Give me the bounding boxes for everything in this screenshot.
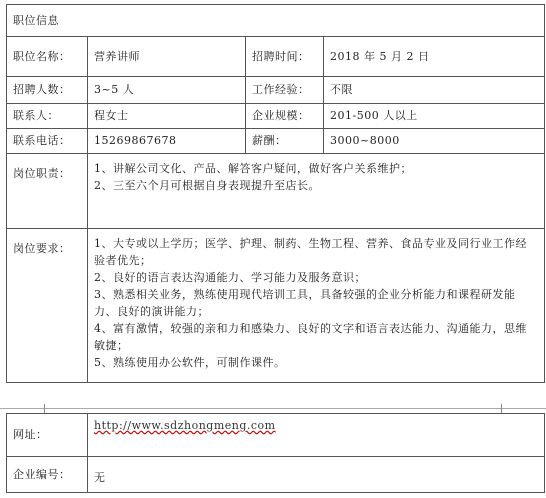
requirement-line: 5、熟练使用办公软件，可制作课件。 <box>94 356 286 369</box>
requirement-line: 3、熟悉相关业务，熟练使用现代培训工具，具备较强的企业分析能力和课程研发能力、良好的演讲能力； <box>94 288 516 318</box>
salary-label: 薪酬： <box>246 129 324 154</box>
requirement-line: 4、富有激情，较强的亲和力和感染力、良好的文字和语言表达能力、沟通能力，思维敏捷； <box>94 322 527 352</box>
website-cell <box>88 414 545 457</box>
headcount-label: 招聘人数： <box>7 77 88 104</box>
duty-line: 1、讲解公司文化、产品、解答客户疑问，做好客户关系维护； <box>94 162 412 175</box>
contact-label: 联系人： <box>7 104 88 129</box>
recruit-time-label: 招聘时间： <box>246 37 324 77</box>
requirement-line: 2、良好的语言表达沟通能力、学习能力及服务意识； <box>94 271 366 284</box>
headcount-value: 3~5 人 <box>88 77 246 104</box>
page-break-line <box>0 408 546 409</box>
salary-value: 3000~8000 <box>324 129 545 154</box>
company-no-label: 企业编号： <box>7 457 88 493</box>
website-link[interactable]: http://www.sdzhongmeng.com <box>94 419 276 432</box>
duties-content <box>88 154 545 229</box>
experience-label: 工作经验： <box>246 77 324 104</box>
website-label: 网址： <box>7 414 88 457</box>
phone-label: 联系电话： <box>7 129 88 154</box>
phone-value: 15269867678 <box>88 129 246 154</box>
recruit-time-value: 2018 年 5 月 2 日 <box>324 37 545 77</box>
company-info-table <box>6 413 545 493</box>
position-name-value: 营养讲师 <box>88 37 246 77</box>
requirements-content <box>88 229 545 383</box>
duties-label: 岗位职责： <box>7 154 88 229</box>
requirements-label: 岗位要求： <box>7 229 88 383</box>
company-size-label: 企业规模： <box>246 104 324 129</box>
contact-value: 程女士 <box>88 104 246 129</box>
company-no-value: 无 <box>88 457 545 493</box>
experience-value: 不限 <box>324 77 545 104</box>
duty-line: 2、三至六个月可根据自身表现提升至店长。 <box>94 179 320 192</box>
job-info-table <box>6 4 545 383</box>
section-title: 职位信息 <box>7 5 545 37</box>
page-break-marker <box>44 404 45 413</box>
page-break-marker <box>501 404 502 413</box>
requirement-line: 1、大专或以上学历；医学、护理、制药、生物工程、营养、食品专业及同行业工作经验者优先； <box>94 237 527 267</box>
position-name-label: 职位名称： <box>7 37 88 77</box>
company-size-value: 201-500 人以上 <box>324 104 545 129</box>
